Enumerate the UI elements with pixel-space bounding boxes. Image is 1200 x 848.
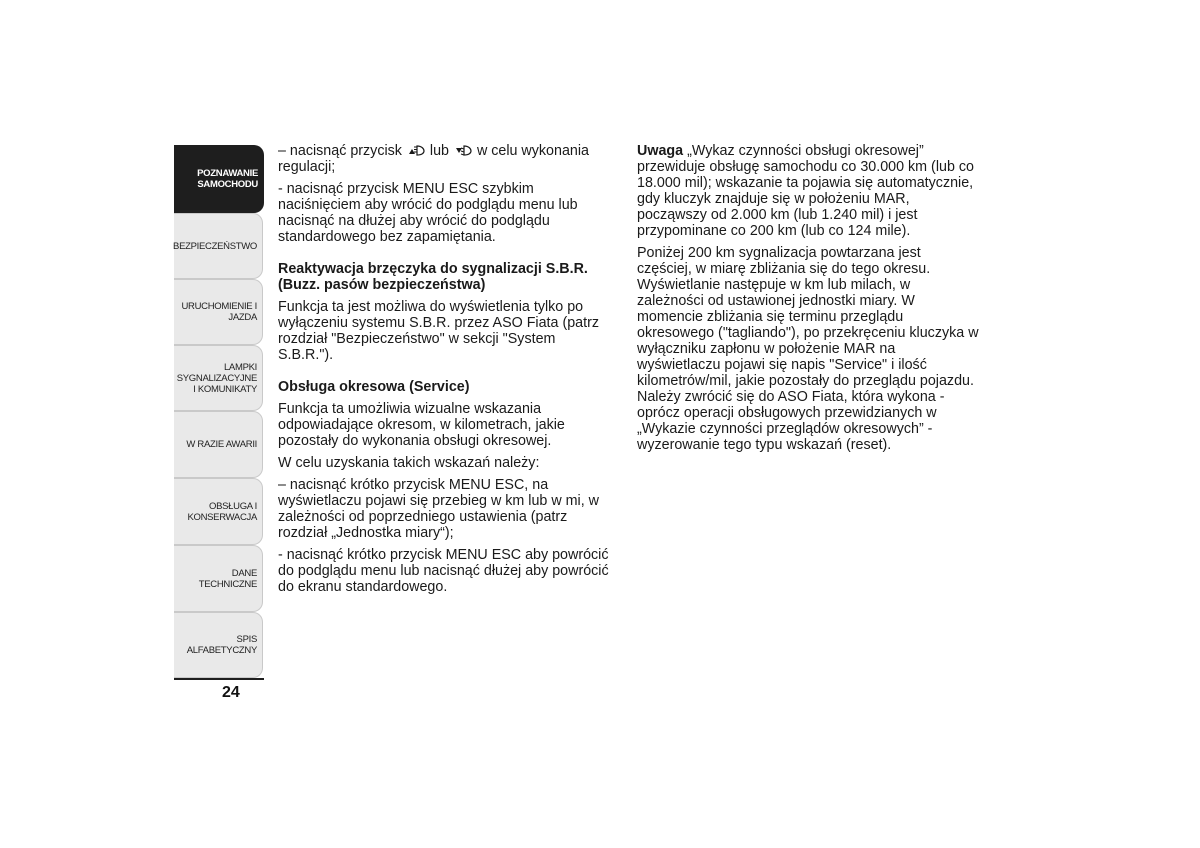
headlight-up-icon: [406, 143, 426, 157]
tab-uruchomienie-i-jazda[interactable]: URUCHOMIENIE I JAZDA: [174, 279, 263, 345]
paragraph: – nacisnąć przycisk lub w celu wykonania regulacji;: [278, 143, 589, 175]
text-column-left: [278, 143, 614, 601]
paragraph: Poniżej 200 km sygnalizacja powtarzana jest częściej, w miarę zbliżania się do tego okresu. Wyświetlanie następuje w km lub milach, w zależności od ustawionej jednostki miary. W momencie zbliżania się terminu przeglądu okresowego ("tagliando"), po przekręceniu kluczyka w wyłączniku zapłonu w położenie MAR na wyświetlaczu pojawi się napis "Service" i ilość kilometrów/mil, jakie pozostały do przeglądu pojazdu. Należy zwrócić się do ASO Fiata, która wykona - oprócz operacji obsługowych przewidzianych w „Wykazie czynności przeglądów okresowych” - wyzerowanie tego typu wskazań (reset).: [637, 245, 979, 453]
text-column-right: [637, 143, 979, 459]
tab-spis-alfabetyczny[interactable]: SPIS ALFABETYCZNY: [174, 612, 263, 678]
paragraph: Funkcja ta umożliwia wizualne wskazania odpowiadające okresom, w kilometrach, jakie pozostały do wykonania obsługi okresowej.: [278, 401, 565, 449]
paragraph: W celu uzyskania takich wskazań należy:: [278, 455, 540, 471]
paragraph: – nacisnąć krótko przycisk MENU ESC, na wyświetlaczu pojawi się przebieg w km lub w mi, w zależności od poprzedniego ustawienia (patrz rozdział „Jednostka miary“);: [278, 477, 599, 541]
tabs-divider: [174, 678, 264, 680]
paragraph: - nacisnąć krótko przycisk MENU ESC aby powrócić do podglądu menu lub nacisnąć dłużej aby powrócić do ekranu standardowego.: [278, 547, 609, 595]
headlight-down-icon: [453, 143, 473, 157]
note-label: Uwaga: [637, 143, 684, 159]
tab-lampki-sygnalizacyjne[interactable]: LAMPKI SYGNALIZACYJNE I KOMUNIKATY: [174, 345, 263, 411]
tab-dane-techniczne[interactable]: DANE TECHNICZNE: [174, 545, 263, 612]
paragraph: Funkcja ta jest możliwa do wyświetlenia tylko po wyłączeniu systemu S.B.R. przez ASO Fiata (patrz rozdział "Bezpieczeństwo" w sekcji "System S.B.R.").: [278, 299, 599, 363]
tab-obsluga-i-konserwacja[interactable]: OBSŁUGA I KONSERWACJA: [174, 478, 263, 545]
section-heading: Obsługa okresowa (Service): [278, 379, 470, 395]
paragraph: - nacisnąć przycisk MENU ESC szybkim naciśnięciem aby wrócić do podglądu menu lub nacisnąć na dłużej aby wrócić do podglądu standardowego bez zapamiętania.: [278, 181, 578, 245]
section-heading: Reaktywacja brzęczyka do sygnalizacji S.B.R. (Buzz. pasów bezpieczeństwa): [278, 261, 588, 293]
tab-bezpieczenstwo[interactable]: BEZPIECZEŃSTWO: [174, 213, 263, 279]
tab-poznawanie-samochodu[interactable]: POZNAWANIE SAMOCHODU: [174, 145, 264, 213]
page-number: 24: [222, 684, 240, 701]
tab-w-razie-awarii[interactable]: W RAZIE AWARII: [174, 411, 263, 478]
paragraph: Uwaga „Wykaz czynności obsługi okresowej” przewiduje obsługę samochodu co 30.000 km (lub co 18.000 mil); wskazanie ta pojawia się automatycznie, gdy kluczyk znajduje się w położeniu MAR, począwszy od 2.000 km (lub 1.240 mil) i jest przypominane co 200 km (lub co 124 mile).: [637, 143, 974, 239]
